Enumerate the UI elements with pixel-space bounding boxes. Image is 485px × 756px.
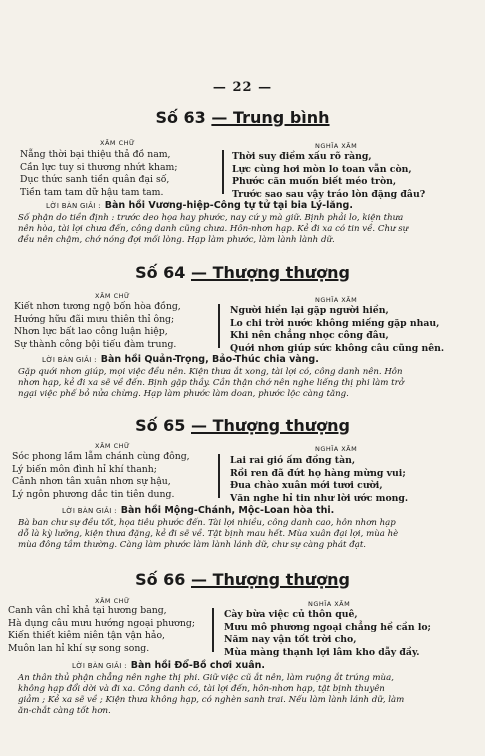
xam-chu-label: XĂM CHỮ	[95, 292, 131, 300]
verse-line: Thời suy điềm xấu rõ ràng,	[232, 151, 372, 162]
section-rating: — Thượng thượng	[191, 570, 350, 589]
commentary-prefix: LỜI BÀN GIẢI :	[46, 202, 101, 210]
verse-line: Năm nay vận tốt trời cho,	[224, 634, 357, 645]
verse-line: Dục thức sanh tiền quân đại số,	[20, 174, 170, 185]
nghia-xam-label: NGHĨA XĂM	[308, 600, 351, 608]
verse-line: Quới nhơn giúp sức không câu cũng nên.	[230, 342, 445, 354]
verse-line: Khi nên chẳng nhọc công đâu,	[230, 330, 389, 341]
commentary-heading	[46, 200, 353, 211]
commentary-title: Bàn hồi Mộng-Chánh, Mộc-Loan hòa thi.	[120, 505, 335, 516]
commentary-prefix: LỜI BÀN GIẢI :	[42, 356, 97, 364]
section-title	[0, 108, 485, 127]
section-number: Số 64	[135, 263, 186, 282]
verse-line: Rồi ren đã đứt họ hàng mừng vui;	[230, 467, 406, 479]
commentary-text	[18, 213, 470, 246]
xam-chu-verses	[14, 301, 181, 351]
section-number: Số 63	[155, 108, 206, 127]
commentary-line: nhơn hạp, kẻ đi xa sẽ về đến. Bịnh gặp thầy. Cần thận chớ nên nghe liếng thị phi làm trở	[18, 378, 404, 388]
commentary-line: mùa đông tầm thường. Càng làm phước làm lành lánh dữ, chư sự càng phát đạt.	[18, 540, 367, 550]
nghia-xam-label: NGHĨA XĂM	[315, 296, 358, 304]
commentary-line: dỗ là kỳ lưỡng, kiện thưa đặng, kẻ đi sẽ về. Tật bịnh mau hết. Mùa xuân đại lợi, mùa hè	[18, 529, 399, 539]
verse-line: Người hiền lại gặp người hiền,	[230, 305, 389, 316]
column-divider	[212, 608, 214, 652]
commentary-line: Số phận do tiền định : trước deo họa hay phước, nay cứ y mà giữ. Bịnh phải lo, kiện thưa	[18, 213, 404, 223]
xam-chu-label: XĂM CHỮ	[95, 597, 131, 605]
section-title	[0, 416, 485, 435]
nghia-xam-verses	[230, 455, 408, 505]
section-title	[0, 263, 485, 282]
commentary-line: không hạp đổi dời và đi xa. Công danh có, tài lợi đến, hôn-nhơn hạp, tật bịnh thuyên	[18, 684, 385, 694]
nghia-xam-label: NGHĨA XĂM	[315, 142, 358, 150]
verse-line: Mùa màng thạnh lợi lâm kho dẫy đầy.	[224, 646, 420, 658]
verse-line: Canh vân chỉ khả tại hương bang,	[8, 605, 167, 616]
page-number: — 22 —	[212, 80, 273, 95]
verse-line: Tiền tam tam dữ hậu tam tam.	[20, 186, 164, 198]
verse-line: Sự thành công bội tiếu đàm trung.	[14, 338, 177, 350]
section-title	[0, 570, 485, 589]
commentary-title: Bàn hồi Đổ-Bồ chơi xuân.	[130, 660, 266, 671]
verse-line: Văn nghe hỉ tin như lời ước mong.	[230, 492, 409, 504]
commentary-line: ăn-chắt càng tốt hơn.	[18, 706, 111, 716]
verse-line: Cảnh nhơn tân xuân nhơn sự hậu,	[12, 476, 171, 487]
verse-line: Đua chào xuân mới tươi cười,	[230, 480, 383, 491]
verse-line: Lai rai gió ấm đồng tàn,	[230, 455, 356, 466]
commentary-heading	[42, 354, 319, 365]
xam-chu-verses	[12, 451, 190, 501]
commentary-prefix: LỜI BÀN GIẢI :	[72, 662, 127, 670]
section-rating: — Thượng thượng	[191, 416, 350, 435]
nghia-xam-verses	[224, 609, 431, 659]
commentary-heading	[72, 660, 265, 671]
commentary-line: An thân thủ phận chẳng nên nghe thị phi. Giữ việc cũ ắt nên, làm ruộng ắt trúng mùa,	[18, 673, 394, 683]
section-rating: — Thượng thượng	[191, 263, 350, 282]
commentary-text	[18, 673, 470, 717]
verse-line: Hà dụng câu mưu hướng ngoại phương;	[8, 617, 195, 629]
commentary-title: Bàn hồi Quản-Trọng, Bảo-Thúc chia vàng.	[100, 354, 319, 365]
xam-chu-label: XĂM CHỮ	[100, 139, 136, 147]
section-rating: — Trung bình	[211, 108, 330, 127]
verse-line: Lực cùng hơi mòn lo toan vẫn còn,	[232, 163, 412, 175]
xam-chu-label: XĂM CHỮ	[95, 442, 131, 450]
verse-line: Lo chi trời nước không miếng gặp nhau,	[230, 317, 440, 329]
verse-line: Kiết nhơn tương ngộ bốn hòa đồng,	[14, 301, 181, 312]
verse-line: Nẵng thời bại thiệu thả đồ nam,	[20, 149, 171, 160]
column-divider	[222, 150, 224, 194]
commentary-line: nên hòa, tài lợi chưa đến, công danh cũng chưa. Hôn-nhơn hạp. Kẻ đi xa có tin về. Chư sự	[18, 224, 409, 234]
verse-line: Muôn lan hỉ khí sự song song.	[8, 642, 150, 654]
commentary-line: đều nên chậm, chớ nóng đợi mối lòng. Hạp làm phước, làm lành lành dữ.	[18, 235, 335, 245]
verse-line: Cày bừa việc củ thôn quê,	[224, 609, 358, 620]
commentary-line: ngại việc phế bỏ nửa chừng. Hạp làm phước làm doan, phước lộc càng tăng.	[18, 389, 349, 399]
column-divider	[218, 304, 220, 348]
commentary-title: Bàn hồi Vương-hiệp-Công tự tử tại bia Lý-lăng.	[104, 200, 353, 211]
nghia-xam-label: NGHĨA XĂM	[315, 445, 358, 453]
verse-line: Hướng hữu đãi mưu thiên thỉ ông;	[14, 313, 175, 325]
verse-line: Trước sao sau vậy tráo lòn đặng đâu?	[232, 188, 426, 200]
verse-line: Lý biến môn đình hỉ khí thanh;	[12, 463, 157, 475]
commentary-heading	[62, 505, 334, 516]
verse-line: Cần lực tuy si thương nhứt kham;	[20, 161, 178, 173]
commentary-line: Bà ban chư sự đều tốt, họa tiêu phước đến. Tài lợi nhiều, công danh cao, hôn nhơn hạp	[18, 518, 396, 528]
verse-line: Sóc phong lầm lẫm chánh cùng đông,	[12, 451, 190, 462]
nghia-xam-verses	[232, 151, 425, 201]
verse-line: Mưu mô phương ngoại chẳng hề cần lo;	[224, 621, 431, 633]
section-number: Số 65	[135, 416, 186, 435]
commentary-line: Gặp quới nhơn giúp, mọi việc đều nên. Kiện thưa ắt xong, tài lợi có, công danh nên. Hôn	[18, 367, 403, 377]
section-number: Số 66	[135, 570, 186, 589]
column-divider	[218, 454, 220, 498]
xam-chu-verses	[20, 149, 177, 199]
commentary-text	[18, 367, 470, 400]
xam-chu-verses	[8, 605, 195, 655]
verse-line: Kiến thiết kiêm niên tận vận hảo,	[8, 630, 166, 641]
verse-line: Lý ngôn phương dắc tin tiên dung.	[12, 488, 175, 500]
commentary-text	[18, 518, 470, 551]
verse-line: Nhơn lực bất lao công luận hiệp,	[14, 326, 168, 337]
nghia-xam-verses	[230, 305, 444, 355]
commentary-line: giảm ; Kẻ xa sẽ về ; Kiện thưa không hạp, có nghèn sanh trai. Nếu làm lành lánh dữ, làm	[18, 695, 405, 705]
verse-line: Phước căn muốn biết méo tròn,	[232, 176, 397, 187]
commentary-prefix: LỜI BÀN GIẢI :	[62, 507, 117, 515]
